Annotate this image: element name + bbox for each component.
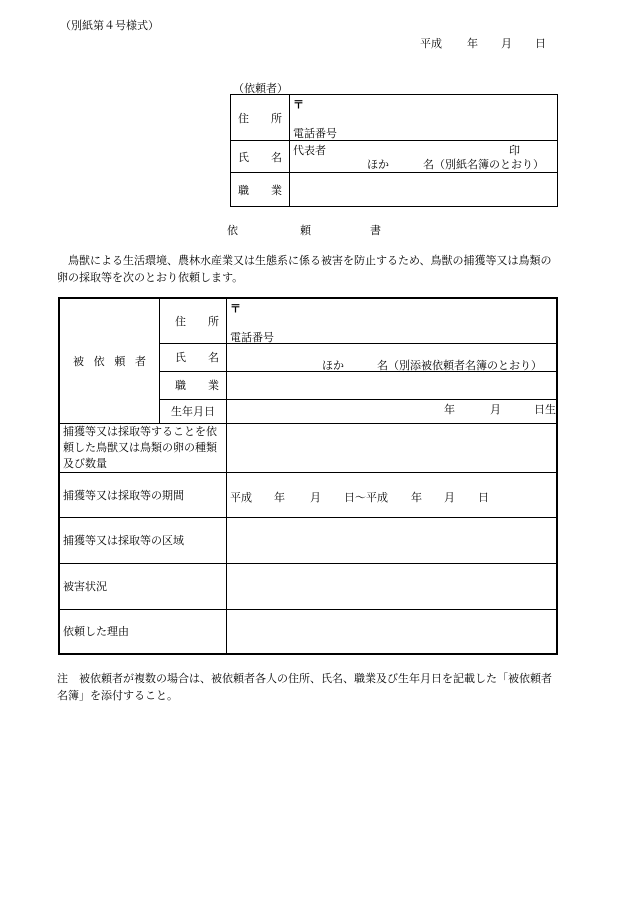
req-address-value-cell[interactable]	[227, 298, 558, 343]
reason-label-cell	[59, 609, 227, 654]
title-char-2: 頼	[300, 224, 311, 237]
req-address-label-cell	[160, 298, 227, 343]
damage-label: 被害状況	[63, 580, 107, 593]
title-char-1: 依	[227, 224, 238, 237]
area-label: 捕獲等又は採取等の区域	[63, 534, 184, 547]
birthdate-label-cell	[160, 399, 227, 423]
birthdate-value-cell[interactable]	[227, 399, 558, 423]
name-value-cell[interactable]	[290, 141, 558, 173]
birthdate-label: 生年月日	[171, 405, 215, 418]
area-label-cell	[59, 517, 227, 563]
reason-label: 依頼した理由	[63, 625, 129, 639]
req-name-label-1: 氏	[175, 351, 186, 364]
period-label-cell	[59, 472, 227, 517]
note-text: 被依頼者が複数の場合は、被依頼者各人の住所、氏名、職業及び生年月日を記載した「被依頼者名簿」を添付すること。	[57, 672, 552, 702]
req-name-label-cell	[160, 343, 227, 371]
birth-year-label: 年	[444, 402, 455, 416]
requestee-label-2: 依	[93, 354, 105, 368]
name-label-cell	[231, 141, 290, 173]
req-others-label: ほか	[322, 358, 344, 372]
area-value-cell[interactable]	[227, 517, 558, 563]
species-label-cell	[59, 423, 227, 472]
period-month1: 月	[310, 490, 321, 504]
req-name-value-cell[interactable]	[227, 343, 558, 371]
requestee-label-cell	[59, 298, 160, 423]
req-occupation-label-1: 職	[175, 379, 186, 392]
req-occupation-value-cell[interactable]	[227, 371, 558, 399]
others-suffix: 名（別紙名簿のとおり）	[423, 158, 544, 171]
species-value-cell[interactable]	[227, 423, 558, 472]
period-month2: 月	[444, 490, 455, 504]
req-address-label-1: 住	[175, 314, 186, 328]
requestee-label-4: 者	[134, 354, 146, 368]
name-label-2: 名	[271, 150, 282, 164]
period-label: 捕獲等又は採取等の期間	[63, 488, 184, 502]
body-sentence: 鳥獣による生活環境、農林水産業又は生態系に係る被害を防止するため、鳥獣の捕獲等又は鳥類の卵の採取等を次のとおり依頼します。	[57, 254, 552, 284]
period-era1: 平成	[230, 490, 252, 504]
req-occupation-label-2: 業	[208, 379, 219, 392]
req-occupation-label-cell	[160, 371, 227, 399]
phone-label: 電話番号	[293, 127, 337, 140]
note-mark: 注	[57, 672, 68, 685]
reason-value-cell[interactable]	[227, 609, 558, 654]
birth-month-label: 月	[490, 402, 501, 416]
species-label: 捕獲等又は採取等することを依頼した鳥獣又は鳥類の卵の種類及び数量	[63, 424, 217, 470]
req-address-label-2: 所	[208, 314, 219, 328]
period-value-cell[interactable]	[227, 472, 558, 517]
period-year2: 年	[411, 490, 422, 504]
address-label-2: 所	[271, 111, 282, 125]
requestee-label-3: 頼	[114, 354, 126, 368]
occupation-value-cell[interactable]	[290, 173, 558, 207]
req-name-label-2: 名	[208, 351, 219, 364]
address-value-cell[interactable]	[290, 95, 558, 141]
requestee-label-1: 被	[73, 354, 84, 368]
address-label-cell	[231, 95, 290, 141]
name-label-1: 氏	[238, 150, 249, 164]
title-char-3: 書	[370, 224, 381, 237]
period-day1: 日～平成	[344, 490, 388, 504]
damage-label-cell	[59, 563, 227, 609]
representative-label: 代表者	[293, 144, 326, 157]
period-year1: 年	[274, 490, 285, 504]
req-postal-mark: 〒	[230, 302, 241, 315]
date-day: 日	[535, 37, 546, 50]
period-day2: 日	[478, 490, 489, 504]
form-number: （別紙第４号様式）	[60, 19, 159, 32]
occupation-label-1: 職	[238, 183, 249, 197]
damage-value-cell[interactable]	[227, 563, 558, 609]
request-table	[58, 297, 558, 655]
postal-mark: 〒	[293, 98, 304, 111]
others-label: ほか	[367, 158, 389, 171]
occupation-label-cell	[231, 173, 290, 207]
occupation-label-2: 業	[271, 183, 282, 197]
date-era: 平成	[420, 37, 442, 50]
date-year: 年	[467, 37, 478, 50]
req-others-suffix: 名（別添被依頼者名簿のとおり）	[377, 358, 542, 372]
birth-day-label: 日生	[534, 402, 556, 416]
applicant-heading: （依頼者）	[233, 82, 288, 95]
date-month: 月	[501, 37, 512, 50]
seal-mark: 印	[509, 144, 520, 157]
req-phone-label: 電話番号	[230, 331, 274, 344]
address-label-1: 住	[238, 111, 249, 125]
footnote	[57, 670, 562, 704]
body-text	[57, 252, 560, 286]
applicant-table	[230, 94, 558, 207]
